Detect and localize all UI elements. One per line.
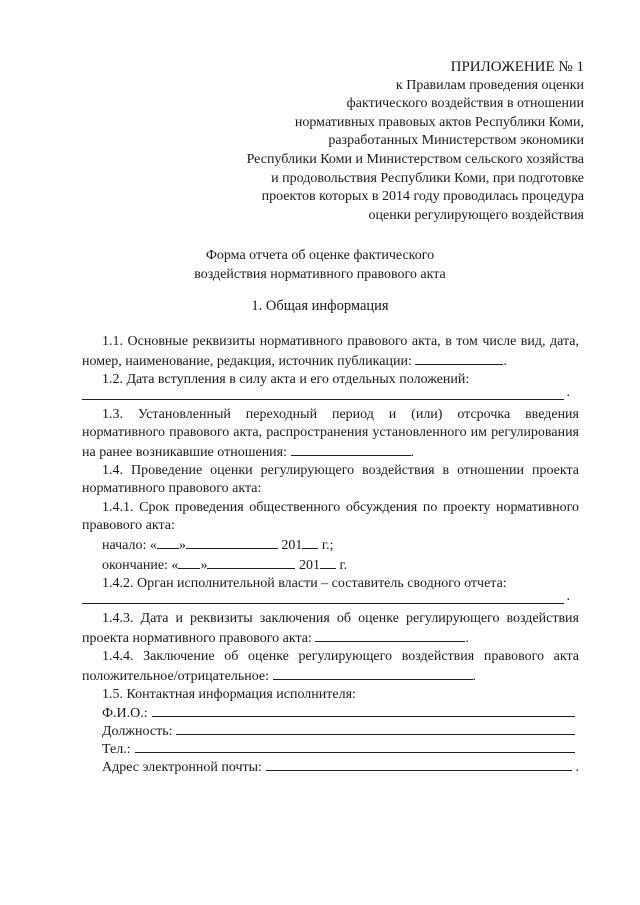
year-end: 201 (298, 558, 320, 574)
blank-line (152, 716, 575, 717)
end-mid: » (200, 558, 208, 574)
item-1-4-1-text: 1.4.1. Срок проведения общественного обсуждения по проекту нормативного правового акта: (82, 499, 579, 533)
appendix-line: нормативных правовых актов Республики Коми, (294, 114, 584, 130)
year-suffix: г.; (321, 538, 334, 554)
blank-line (266, 770, 572, 771)
blank-line (178, 555, 200, 569)
item-1-4-1 (82, 499, 579, 535)
fio-row (82, 705, 579, 723)
blank-line (273, 666, 473, 680)
item-1-4-4: 1.4.4. Заключение об оценке регулирующего воздействия правового акта положительное/отрицательное: . (82, 649, 579, 685)
position-label: Должность: (102, 723, 173, 739)
item-1-3-text: 1.3. Установленный переходный период и (или) отсрочка введения нормативного правового акта, распространения установленного им регулирования на ранее возникавшие отношения: (82, 406, 579, 461)
form-title-line: воздействия нормативного правового акта (194, 267, 446, 282)
appendix-heading: ПРИЛОЖЕНИЕ № 1 (450, 59, 584, 75)
item-1-5 (82, 686, 579, 704)
year-end-suffix: г. (339, 558, 348, 574)
appendix-line: проектов которых в 2014 году проводилась процедура (261, 189, 584, 205)
appendix-line: к Правилам проведения оценки (395, 77, 584, 93)
blank-line (291, 442, 411, 456)
email-row: Адрес электронной почты: . (82, 759, 579, 777)
blank-line (207, 555, 295, 569)
blank-line (415, 351, 503, 365)
phone-row (82, 741, 579, 759)
end-date (82, 555, 579, 575)
blank-line (157, 535, 179, 549)
appendix-line: фактического воздействия в отношении (346, 96, 584, 112)
item-1-4-2-text: 1.4.2. Орган исполнительной власти – составитель сводного отчета: (102, 576, 507, 592)
start-mid: » (178, 538, 186, 554)
appendix-line: разработанных Министерством экономики (328, 133, 584, 149)
section-title: 1. Общая информация (251, 298, 389, 314)
item-1-4-3-text: 1.4.3. Дата и реквизиты заключения об оценке регулирующего воздействия проекта нормативного правового акта: (82, 610, 579, 646)
item-1-4-3: 1.4.3. Дата и реквизиты заключения об оценке регулирующего воздействия проекта нормативного правового акта: . (82, 610, 579, 646)
year-start: 201 (281, 538, 303, 554)
blank-line (302, 535, 318, 549)
item-1-5-text: 1.5. Контактная информация исполнителя: (102, 687, 356, 703)
item-1-1: 1.1. Основные реквизиты нормативного правового акта, в том числе вид, дата, номер, наименование, редакция, источник публикации: . (82, 334, 579, 370)
item-1-4-text: 1.4. Проведение оценки регулирующего воздействия в отношении проекта нормативного правового акта: (82, 463, 579, 497)
item-1-3: 1.3. Установленный переходный период и (или) отсрочка введения нормативного правового акта, распространения установленного им регулирования на ранее возникавшие отношения: . (82, 406, 579, 461)
fio-label: Ф.И.О.: (102, 705, 148, 721)
item-1-2 (82, 371, 579, 389)
blank-line (315, 628, 465, 642)
item-1-2-text: 1.2. Дата вступления в силу акта и его отдельных положений: (102, 372, 470, 388)
end-label: окончание: « (102, 558, 179, 574)
blank-line: . (82, 594, 564, 604)
position-row (82, 723, 579, 741)
blank-line (186, 535, 278, 549)
appendix-line: Республики Коми и Министерством сельского хозяйства (246, 151, 584, 167)
start-label: начало: « (102, 538, 157, 554)
appendix-line: и продовольствия Республики Коми, при подготовке (271, 170, 584, 186)
appendix-line: оценки регулирующего воздействия (368, 207, 584, 223)
blank-line (176, 734, 575, 735)
item-1-1-text: 1.1. Основные реквизиты нормативного правового акта, в том числе вид, дата, номер, наименование, редакция, источник публикации: (82, 334, 579, 370)
item-1-4-4-text: 1.4.4. Заключение об оценке регулирующего воздействия правового акта положительное/отрицательное: (82, 649, 579, 685)
item-1-4 (82, 462, 579, 498)
start-date (82, 535, 579, 555)
form-title (0, 246, 640, 284)
form-body (82, 333, 579, 777)
blank-line (135, 752, 575, 753)
blank-line: . (82, 390, 564, 400)
phone-label: Тел.: (102, 742, 131, 758)
blank-line (320, 555, 336, 569)
appendix-header (247, 58, 584, 225)
form-title-line: Форма отчета об оценке фактического (205, 248, 435, 263)
email-label: Адрес электронной почты: (102, 760, 262, 776)
item-1-4-2 (82, 575, 579, 593)
